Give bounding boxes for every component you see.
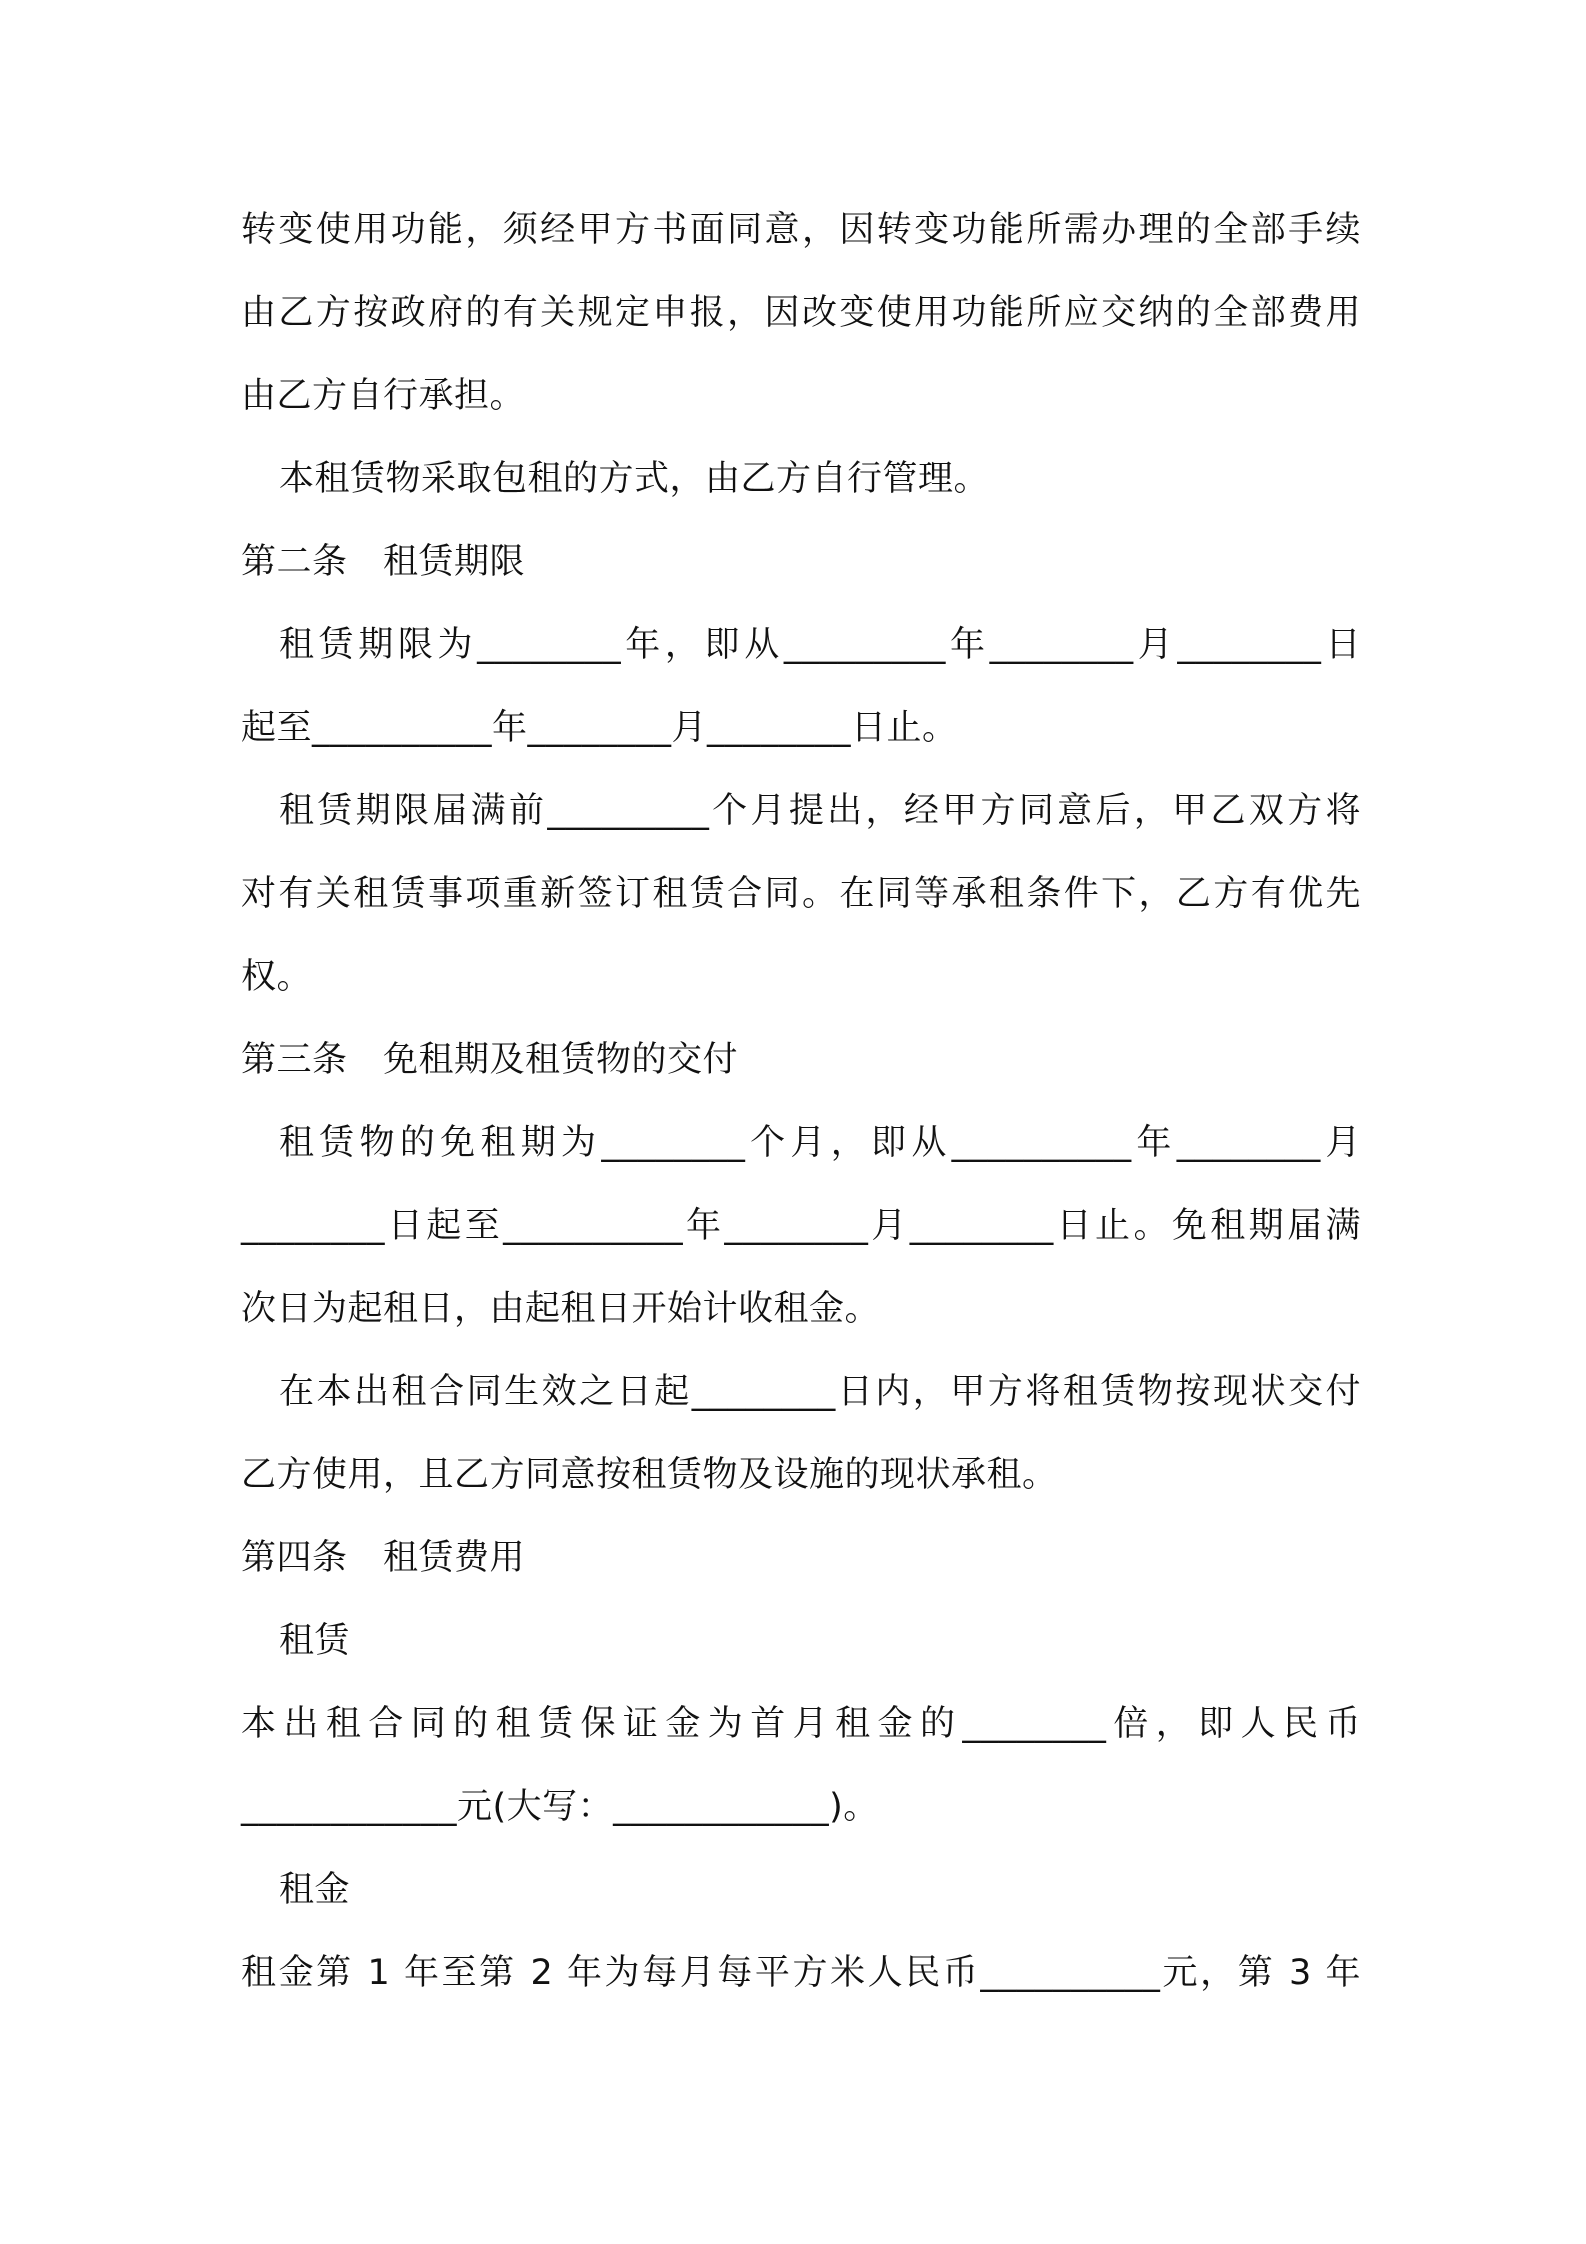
- renewal-line-2: 对有关租赁事项重新签订租赁合同。在同等承租条件下，乙方有优先: [241, 874, 1361, 914]
- lease-term-line-2: 起至__________年________月________日止。: [241, 708, 958, 748]
- rent-free-line-2: ________日起至__________年________月________日止。免租期届满: [241, 1206, 1361, 1246]
- delivery-line-1: 在本出租合同生效之日起________日内，甲方将租赁物按现状交付: [279, 1372, 1361, 1412]
- lease-term-line-1: 租赁期限为________年，即从_________年________月________日: [279, 625, 1361, 665]
- article-heading-2: 第二条 租赁期限: [241, 542, 526, 582]
- rent-line-1: 租金第 1 年至第 2 年为每月每平方米人民币__________元，第 3 年: [241, 1953, 1361, 1993]
- delivery-line-2: 乙方使用，且乙方同意按租赁物及设施的现状承租。: [241, 1455, 1058, 1495]
- article-heading-4: 第四条 租赁费用: [241, 1538, 526, 1578]
- renewal-line-1: 租赁期限届满前_________个月提出，经甲方同意后，甲乙双方将: [279, 791, 1361, 831]
- rent-free-line-1: 租赁物的免租期为________个月，即从__________年________月: [279, 1123, 1361, 1163]
- deposit-line-1: 本出租合同的租赁保证金为首月租金的________倍，即人民币: [241, 1704, 1361, 1744]
- article-heading-3: 第三条 免租期及租赁物的交付: [241, 1040, 739, 1080]
- subheading-deposit: 租赁: [279, 1621, 351, 1661]
- subheading-rent: 租金: [279, 1870, 351, 1910]
- rent-free-line-3: 次日为起租日，由起租日开始计收租金。: [241, 1289, 881, 1329]
- paragraph-line-1: 转变使用功能，须经甲方书面同意，因转变功能所需办理的全部手续: [241, 210, 1361, 250]
- paragraph-line-4: 本租赁物采取包租的方式，由乙方自行管理。: [279, 459, 990, 499]
- paragraph-line-3: 由乙方自行承担。: [241, 376, 526, 416]
- paragraph-line-2: 由乙方按政府的有关规定申报，因改变使用功能所应交纳的全部费用: [241, 293, 1361, 333]
- renewal-line-3: 权。: [241, 957, 313, 997]
- deposit-line-2: ____________元(大写：____________)。: [241, 1787, 879, 1827]
